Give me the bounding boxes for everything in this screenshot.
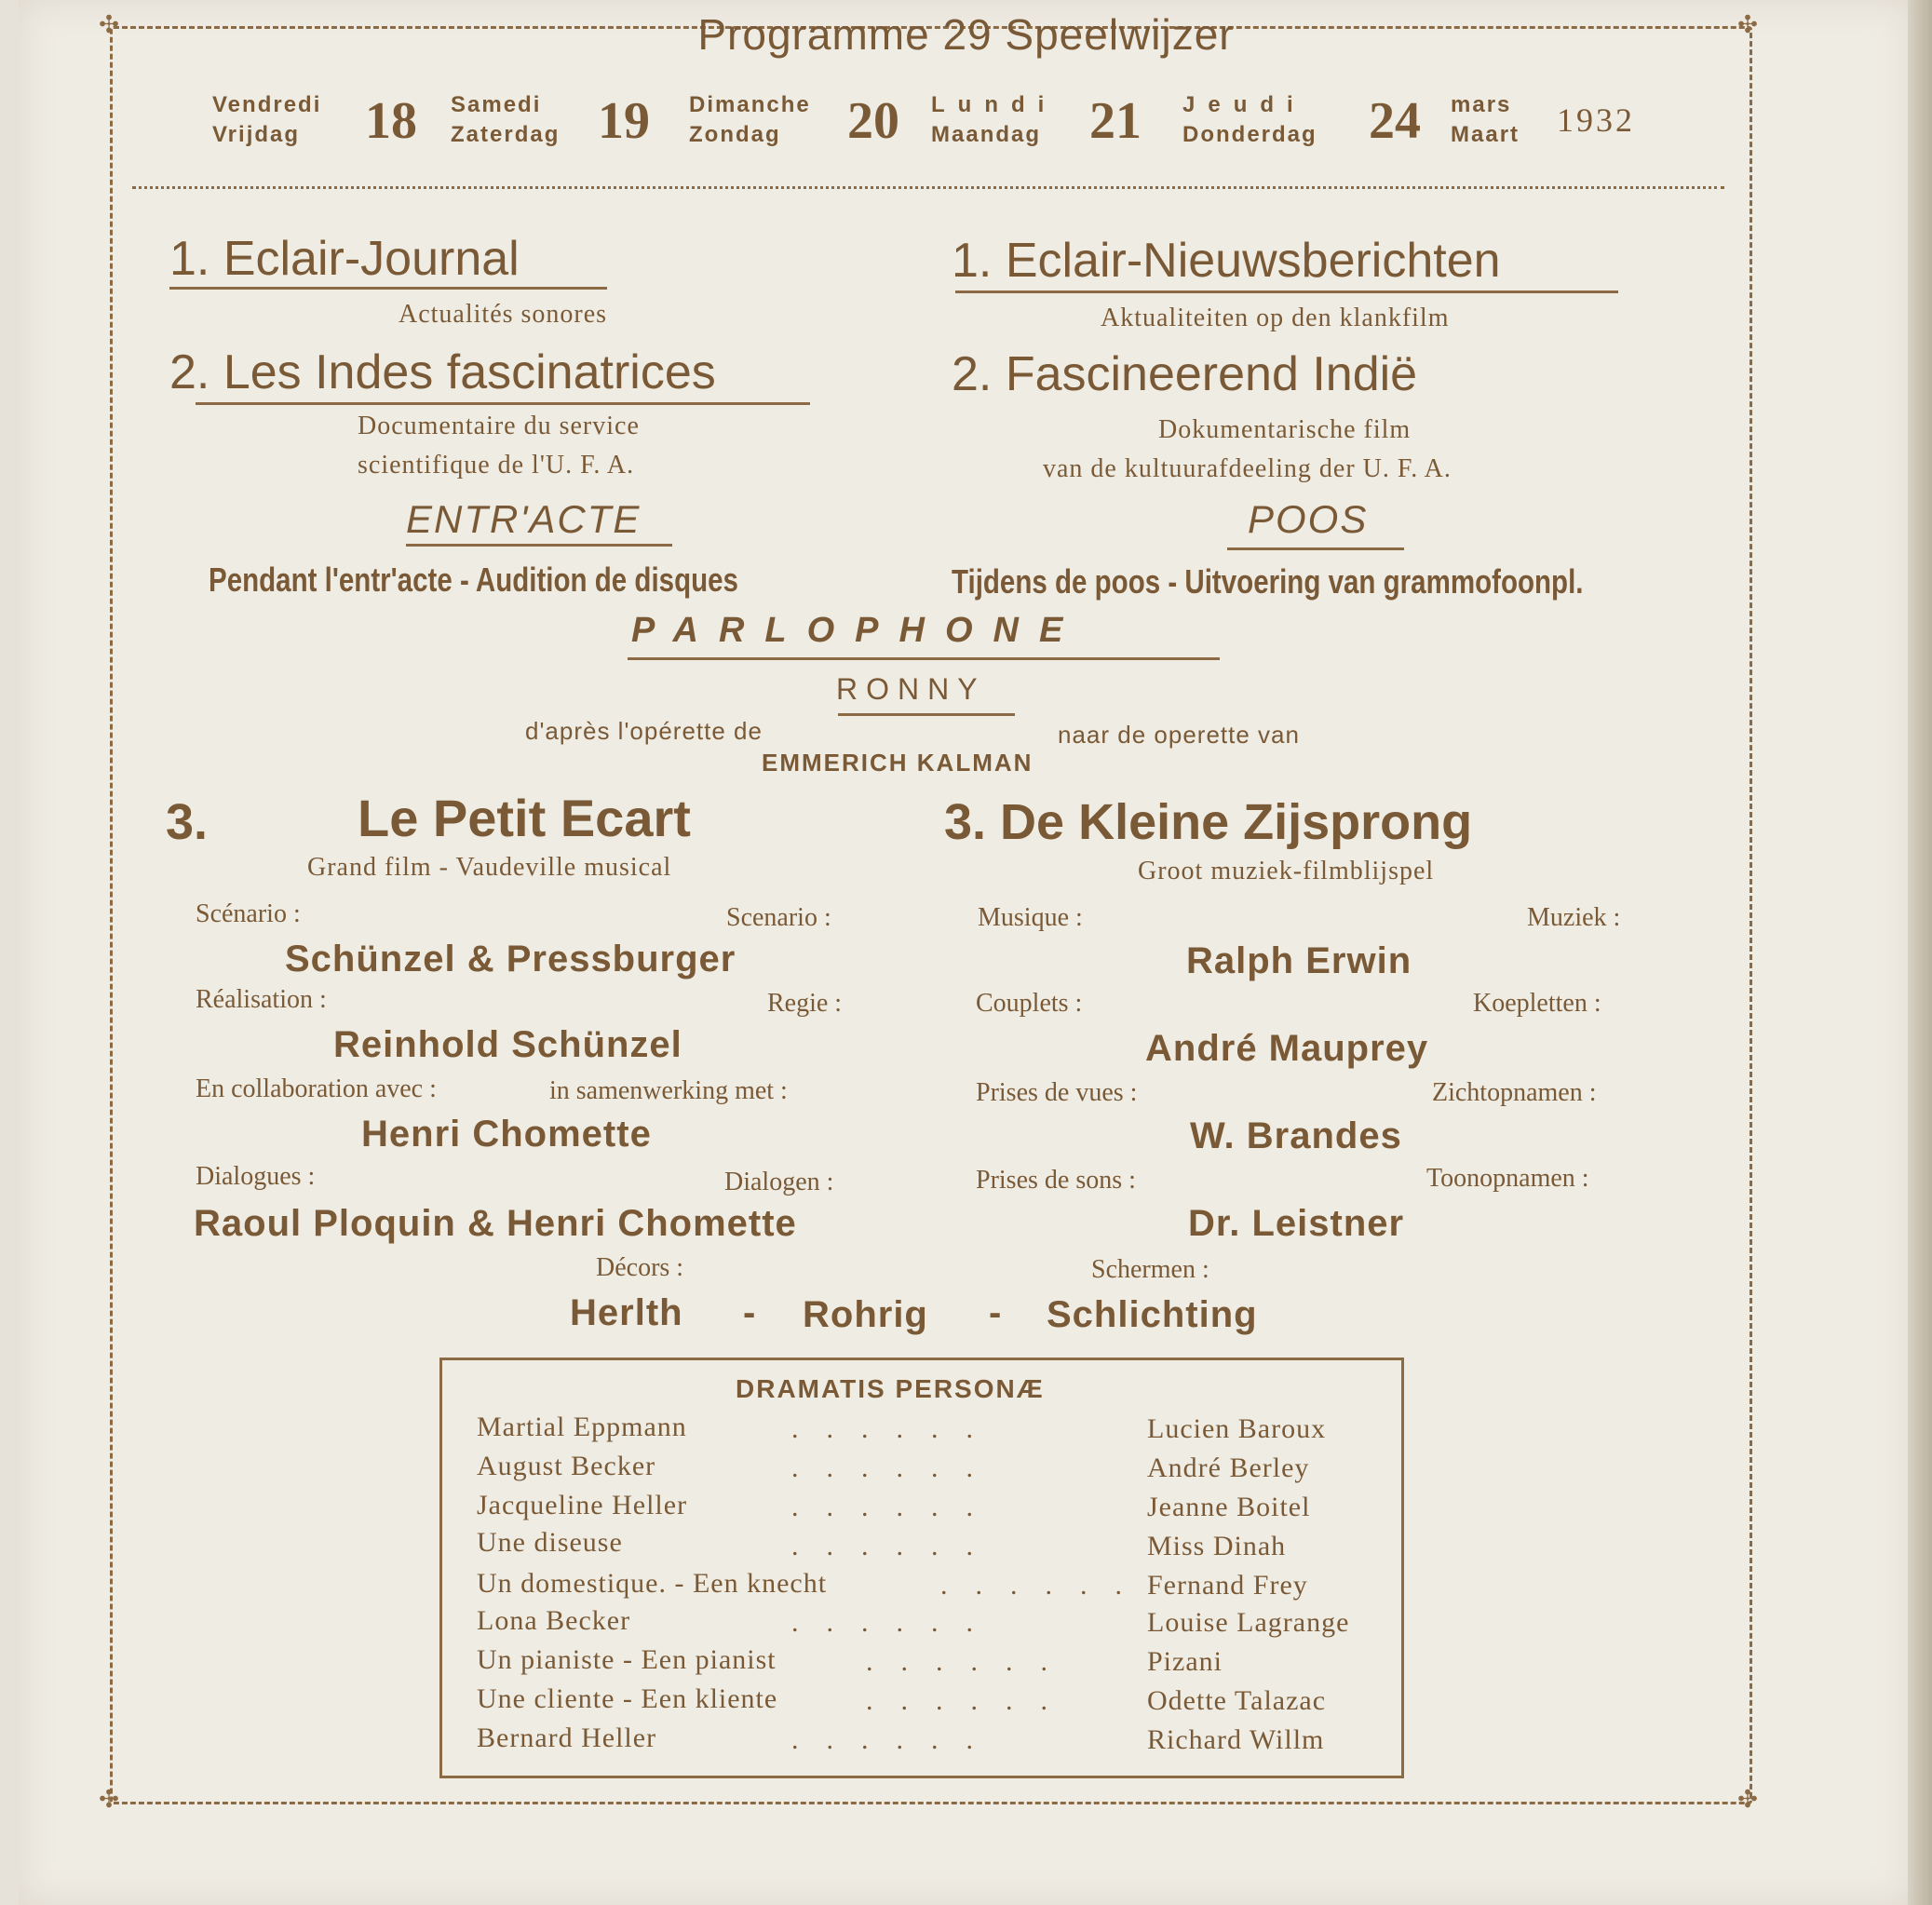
dot-leader: ......: [791, 1413, 1001, 1444]
item2-title-nl: 2. Fascineerend Indië: [952, 347, 1418, 401]
month-fr: mars: [1451, 92, 1512, 117]
credit-name: André Mauprey: [1145, 1028, 1429, 1069]
underline: [838, 713, 1015, 716]
cast-role: August Becker: [477, 1451, 656, 1481]
date-number: 19: [598, 92, 650, 150]
cast-actor: Richard Willm: [1147, 1724, 1325, 1755]
credit-label-nl: Toonopnamen :: [1426, 1164, 1589, 1193]
cast-role: Une cliente - Een kliente: [477, 1683, 778, 1714]
underline: [406, 544, 672, 547]
separator: -: [743, 1292, 757, 1333]
cast-role: Lona Becker: [477, 1605, 631, 1636]
date-day-fr: Samedi: [451, 92, 542, 117]
cast-role: Un pianiste - Een pianist: [477, 1644, 777, 1675]
item3-subtitle-nl: Groot muziek-filmblijspel: [1138, 857, 1435, 885]
date-number: 20: [847, 92, 899, 150]
date-number: 18: [365, 92, 417, 150]
date-day-nl: Donderdag: [1182, 122, 1317, 147]
cast-actor: Louise Lagrange: [1147, 1607, 1350, 1638]
underline: [628, 657, 1220, 660]
cast-role: Une diseuse: [477, 1527, 623, 1558]
cast-actor: Lucien Baroux: [1147, 1413, 1327, 1444]
year: 1932: [1557, 101, 1635, 139]
credit-label-nl: Dialogen :: [724, 1168, 834, 1196]
cast-actor: André Berley: [1147, 1452, 1310, 1483]
date-number: 24: [1369, 92, 1421, 150]
credit-name: Ralph Erwin: [1186, 940, 1412, 981]
credit-label-nl: Scenario :: [726, 903, 831, 932]
corner-ornament-icon: ✣: [1737, 1786, 1758, 1813]
item1-subtitle-nl: Aktualiteiten op den klankfilm: [1101, 304, 1450, 332]
dot-leader: ......: [866, 1685, 1075, 1716]
corner-ornament-icon: ✣: [99, 1786, 119, 1813]
cast-role: Un domestique. - Een knecht: [477, 1568, 828, 1599]
credit-name: Raoul Ploquin & Henri Chomette: [194, 1203, 797, 1244]
date-day-fr: Dimanche: [689, 92, 811, 117]
item3-title-fr: Le Petit Ecart: [358, 789, 691, 847]
item1-subtitle-fr: Actualités sonores: [399, 300, 608, 329]
credit-label-fr: Dialogues :: [196, 1162, 316, 1191]
credit-name: Schünzel & Pressburger: [285, 939, 736, 980]
date-day-nl: Maandag: [931, 122, 1042, 147]
item2-title-fr: 2. Les Indes fascinatrices: [169, 345, 716, 399]
underline: [169, 287, 607, 290]
item3-number: 3.: [166, 794, 209, 850]
dot-leader: ......: [940, 1570, 1150, 1601]
credit-label-nl: Schermen :: [1091, 1255, 1209, 1284]
item1-title-nl: 1. Eclair-Nieuwsberichten: [952, 234, 1501, 288]
credit-name: W. Brandes: [1190, 1115, 1402, 1156]
after-operetta-fr: d'après l'opérette de: [525, 717, 763, 745]
credit-label-nl: Koepletten :: [1473, 989, 1601, 1018]
intermission-note-fr: Pendant l'entr'acte - Audition de disques: [209, 561, 738, 599]
record-label: PARLOPHONE: [631, 611, 1084, 650]
underline: [955, 290, 1618, 293]
cast-title: DRAMATIS PERSONÆ: [736, 1374, 1045, 1403]
date-day-fr: Lundi: [931, 92, 1058, 117]
item3-subtitle-fr: Grand film - Vaudeville musical: [307, 853, 672, 882]
credit-label-nl: in samenwerking met :: [549, 1076, 788, 1105]
credit-name: Reinhold Schünzel: [333, 1024, 682, 1065]
cast-actor: Odette Talazac: [1147, 1685, 1327, 1716]
item2-subtitle-fr: scientifique de l'U. F. A.: [358, 451, 635, 480]
credit-label-fr: Décors :: [596, 1253, 684, 1282]
credit-label-fr: Scénario :: [196, 899, 301, 928]
dot-leader: ......: [866, 1646, 1075, 1677]
credit-label-fr: Prises de vues :: [976, 1078, 1138, 1107]
cast-actor: Fernand Frey: [1147, 1570, 1308, 1601]
corner-ornament-icon: ✣: [1737, 11, 1758, 38]
dot-leader: ......: [791, 1531, 1001, 1561]
date-day-nl: Zaterdag: [451, 122, 561, 147]
header-divider: [132, 186, 1724, 189]
date-day-nl: Zondag: [689, 122, 781, 147]
date-day-nl: Vrijdag: [212, 122, 301, 147]
credit-label-fr: Prises de sons :: [976, 1166, 1136, 1195]
item1-title-fr: 1. Eclair-Journal: [169, 232, 520, 286]
composer-name: EMMERICH KALMAN: [762, 749, 1034, 777]
dot-leader: ......: [791, 1724, 1001, 1755]
underline: [196, 402, 810, 405]
dot-leader: ......: [791, 1607, 1001, 1638]
credit-name: Herlth: [570, 1292, 683, 1333]
credit-name: Rohrig: [803, 1294, 928, 1335]
month-nl: Maart: [1451, 122, 1520, 147]
credit-label-nl: Zichtopnamen :: [1432, 1078, 1597, 1107]
cast-role: Jacqueline Heller: [477, 1490, 688, 1520]
after-operetta-nl: naar de operette van: [1058, 721, 1300, 749]
item2-subtitle-nl: van de kultuurafdeeling der U. F. A.: [1043, 454, 1452, 483]
page-spine: [1908, 0, 1932, 1905]
dot-leader: ......: [791, 1492, 1001, 1522]
date-day-fr: Vendredi: [212, 92, 322, 117]
credit-label-fr: Couplets :: [976, 989, 1083, 1018]
credit-label-nl: Muziek :: [1527, 903, 1621, 932]
cast-role: Bernard Heller: [477, 1723, 657, 1753]
page-title: Programme 29 Speelwijzer: [697, 10, 1235, 59]
credit-name: Dr. Leistner: [1188, 1203, 1405, 1244]
credit-label-fr: En collaboration avec :: [196, 1074, 437, 1103]
cast-actor: Jeanne Boitel: [1147, 1492, 1311, 1522]
item2-subtitle-nl: Dokumentarische film: [1158, 415, 1412, 444]
operetta-title: RONNY: [836, 672, 986, 706]
date-number: 21: [1089, 92, 1142, 150]
corner-ornament-icon: ✣: [99, 11, 119, 38]
entracte-fr: ENTR'ACTE: [406, 497, 642, 541]
credit-name: Henri Chomette: [361, 1114, 652, 1155]
credit-label-fr: Réalisation :: [196, 985, 327, 1014]
entracte-nl: POOS: [1248, 497, 1369, 541]
credit-name: Schlichting: [1047, 1294, 1258, 1335]
dot-leader: ......: [791, 1452, 1001, 1483]
date-day-fr: Jeudi: [1182, 92, 1306, 117]
intermission-note-nl: Tijdens de poos - Uitvoering van grammofoonpl.: [952, 562, 1584, 601]
separator: -: [989, 1292, 1003, 1333]
item2-subtitle-fr: Documentaire du service: [358, 412, 640, 440]
item3-title-nl: 3. De Kleine Zijsprong: [944, 794, 1473, 850]
cast-actor: Pizani: [1147, 1646, 1223, 1677]
underline: [1227, 547, 1404, 550]
credit-label-nl: Regie :: [767, 989, 843, 1018]
credit-label-fr: Musique :: [978, 903, 1083, 932]
cast-actor: Miss Dinah: [1147, 1531, 1287, 1561]
cast-role: Martial Eppmann: [477, 1412, 687, 1442]
